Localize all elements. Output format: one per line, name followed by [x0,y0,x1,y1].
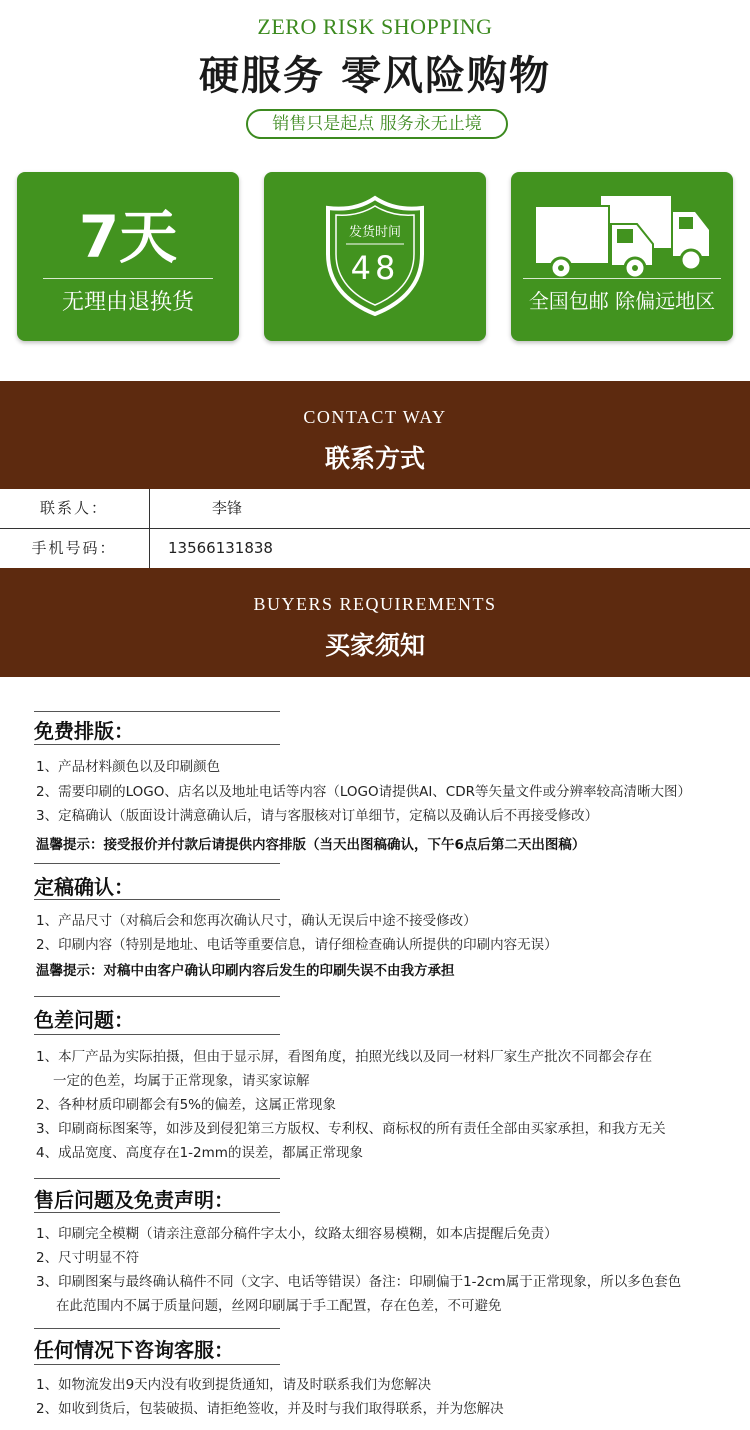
card-divider [43,278,213,279]
section-title-confirm: 定稿确认： [34,875,134,899]
list-item: 1、产品尺寸（对稿后会和您再次确认尺寸，确认无误后中途不接受修改） [36,913,477,929]
return-policy-card [17,172,239,341]
return-policy-label: 无理由退换货 [61,290,194,315]
list-item: 2、需要印刷的LOGO、店名以及地址电话等内容（LOGO请提供AI、CDR等矢量文件或分辨率较高清晰大图） [36,784,692,800]
buyers-title-en: BUYERS REQUIREMENTS [253,594,497,614]
contact-phone-label: 手机号码： [31,539,117,557]
contact-title-en: CONTACT WAY [303,407,447,427]
buyers-title-zh: 买家须知 [324,631,425,660]
list-item: 2、如收到货后，包装破损、请拒绝签收，并及时与我们取得联系，并为您解决 [36,1401,504,1417]
list-item: 2、各种材质印刷都会有5%的偏差，这属正常现象 [36,1097,337,1113]
truck-icon [531,190,717,278]
section-title-free-layout: 免费排版： [34,719,134,743]
list-item: 1、如物流发出9天内没有收到提货通知，请及时联系我们为您解决 [36,1377,432,1393]
section-rule [34,1212,280,1213]
shield-icon [320,194,430,318]
contact-title-zh: 联系方式 [324,444,425,473]
tip-text: 温馨提示：对稿中由客户确认印刷内容后发生的印刷失误不由我方承担 [36,963,455,979]
list-item: 4、成品宽度、高度存在1-2mm的误差，都属正常现象 [36,1145,363,1161]
section-title-color: 色差问题： [34,1008,134,1032]
contact-row [0,528,750,568]
contact-name-label: 联系人： [39,499,108,517]
shipping-time-card [264,172,486,341]
table-divider [149,489,150,568]
slogan-pill: 销售只是起点 服务永无止境 [246,109,508,139]
section-rule [34,1034,280,1035]
list-item: 1、印刷完全模糊（请亲注意部分稿件字太小，纹路太细容易模糊，如本店提醒后免责） [36,1226,558,1242]
section-rule [34,1364,280,1365]
contact-table [0,489,750,568]
list-item: 一定的色差，均属于正常现象，请买家谅解 [53,1073,310,1089]
tip-text: 温馨提示：接受报价并付款后请提供内容排版（当天出图稿确认，下午6点后第二天出图稿） [36,837,586,853]
list-item: 2、印刷内容（特别是地址、电话等重要信息，请仔细检查确认所提供的印刷内容无误） [36,937,558,953]
contact-name-value: 李锋 [212,499,243,517]
contact-row [0,489,750,528]
free-shipping-label: 全国包邮 除偏远地区 [528,289,716,313]
buyers-banner [0,568,750,677]
contact-banner [0,381,750,489]
list-item: 3、印刷图案与最终确认稿件不同（文字、电话等错误）备注：印刷偏于1-2cm属于正常现象，所以多色套色 [36,1274,682,1290]
contact-phone-value[interactable]: 13566131838 [168,539,273,557]
section-title-contact-service: 任何情况下咨询客服： [34,1338,234,1362]
section-rule [34,899,280,900]
page-headline: 硬服务 零风险购物 [199,53,551,99]
section-rule [34,863,280,864]
list-item: 2、尺寸明显不符 [36,1250,140,1266]
free-shipping-card [511,172,733,341]
shipping-hours: 48 [350,249,400,287]
shipping-time-label: 发货时间 [348,225,402,240]
list-item: 3、印刷商标图案等，如涉及到侵犯第三方版权、专利权、商标权的所有责任全部由买家承担，和我方无关 [36,1121,666,1137]
list-item: 在此范围内不属于质量问题，丝网印刷属于手工配置，存在色差，不可避免 [56,1298,502,1314]
list-item: 1、本厂产品为实际拍摄，但由于显示屏，看图角度，拍照光线以及同一材料厂家生产批次不同都会存在 [36,1049,653,1065]
section-rule [34,1328,280,1329]
section-rule [34,744,280,745]
section-rule [34,1178,280,1179]
return-days: 7天 [78,203,178,271]
card-divider [523,278,721,279]
list-item: 3、定稿确认（版面设计满意确认后，请与客服核对订单细节，定稿以及确认后不再接受修改） [36,808,599,824]
section-rule [34,711,280,712]
list-item: 1、产品材料颜色以及印刷颜色 [36,759,221,775]
section-rule [34,996,280,997]
section-title-aftersale: 售后问题及免责声明： [34,1188,234,1212]
eyebrow-text: ZERO RISK SHOPPING [257,14,493,39]
